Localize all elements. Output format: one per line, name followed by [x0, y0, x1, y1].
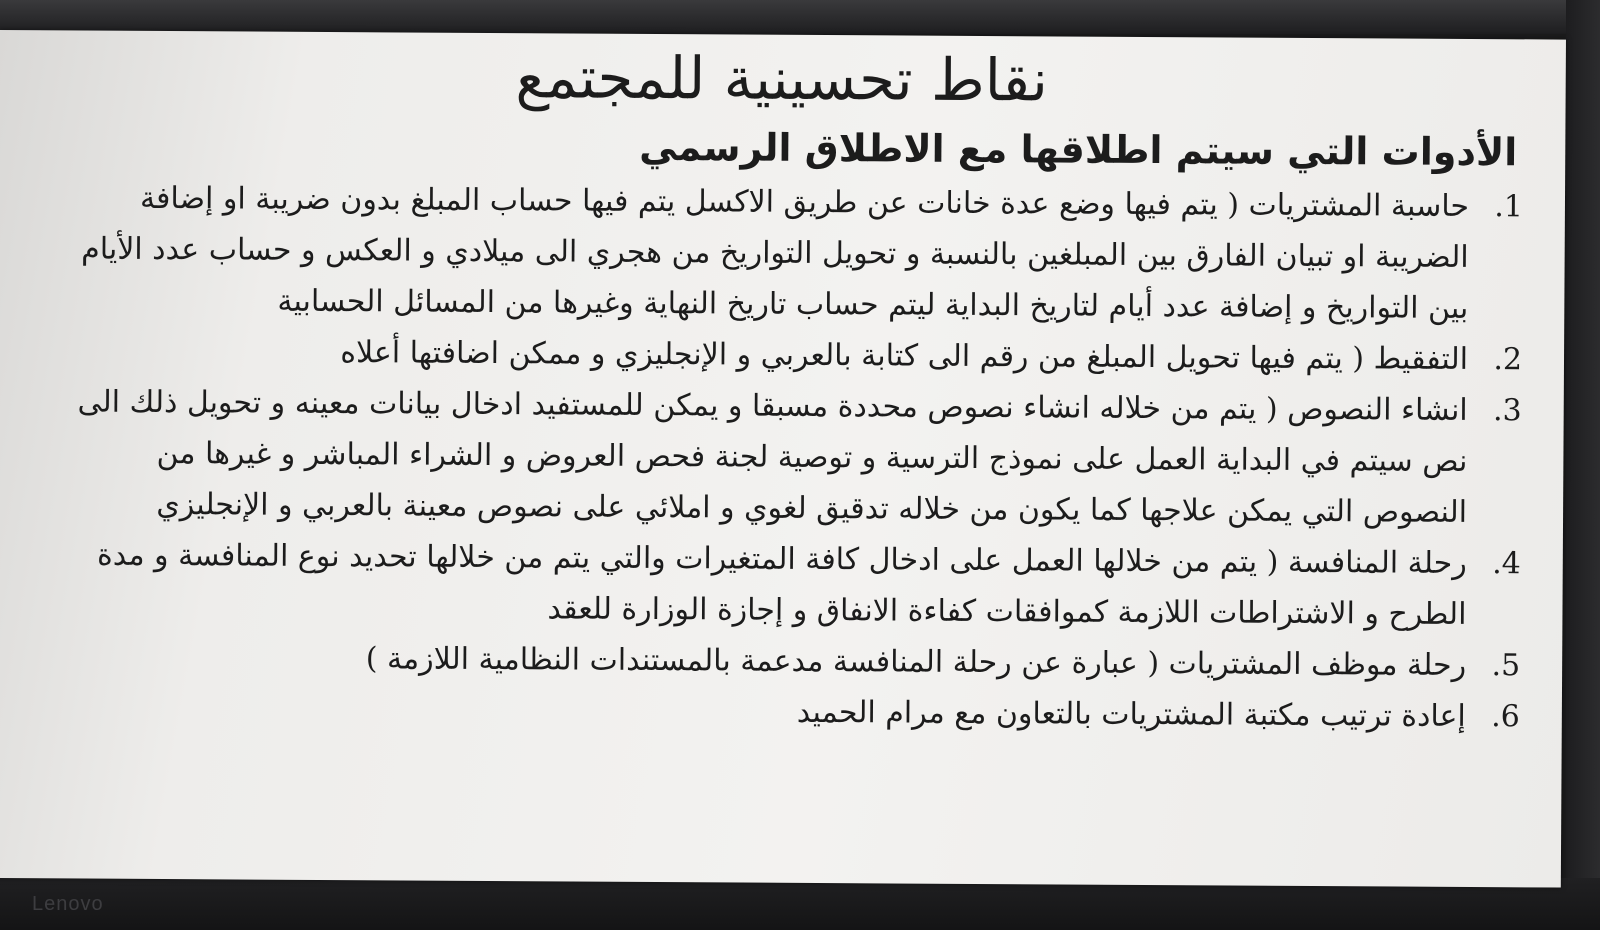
list-item-number: 2.	[1493, 342, 1523, 378]
presentation-slide	[0, 30, 1566, 743]
brand-logo: Lenovo	[32, 893, 104, 915]
list-item	[36, 529, 1521, 640]
list-item	[36, 631, 1520, 691]
list-item	[38, 325, 1522, 385]
list-item-text: التفقيط ( يتم فيها تحويل المبلغ من رقم الى كتابة بالعربي و الإنجليزي و ممكن اضافتها أعلاه	[340, 335, 1469, 377]
list-item-text: إعادة ترتيب مكتبة المشتريات بالتعاون مع مرام الحميد	[796, 694, 1466, 734]
monitor-screen	[0, 30, 1566, 888]
list-item-number: 6.	[1491, 699, 1520, 735]
list-item-number: 5.	[1491, 648, 1521, 684]
list-item	[36, 682, 1520, 742]
list-item	[38, 172, 1523, 334]
list-item-number: 4.	[1492, 546, 1521, 582]
list-item-text: رحلة المنافسة ( يتم من خلالها العمل على ادخال كافة المتغيرات والتي يتم من خلالها تحديد نوع المنافسة و مدة الطرح و الاشتراطات اللازمة كموافقات كفاءة الانفاق و إجازة الوزارة للعقد	[96, 537, 1467, 632]
slide-subtitle: الأدوات التي سيتم اطلاقها مع الاطلاق الرسمي	[639, 124, 1518, 175]
list-item-text: رحلة موظف المشتريات ( عبارة عن رحلة المنافسة مدعمة بالمستندات النظامية اللازمة )	[365, 641, 1467, 683]
list-item-number: 3.	[1492, 393, 1522, 429]
tools-list	[36, 172, 1523, 742]
list-item-text: انشاء النصوص ( يتم من خلاله انشاء نصوص محددة مسبقا و يمكن للمستفيد ادخال بيانات معينه و تحويل ذلك الى نص سيتم في البداية العمل على نموذج الترسية و توصية لجنة فحص العروض و الشراء المباشر و غيرها من النصوص التي يمكن علاجها كما يكون من خلاله تدقيق لغوي و املائي على نصوص معينة بالعربي و الإنجليزي	[77, 384, 1468, 530]
list-item	[37, 376, 1522, 538]
monitor-bezel-right	[1566, 0, 1600, 930]
list-item-text: حاسبة المشتريات ( يتم فيها وضع عدة خانات عن طريق الاكسل يتم فيها حساب المبلغ بدون ضريبة او إضافة الضريبة او تبيان الفارق بين المبلغين بالنسبة و تحويل التواريخ من هجري الى ميلادي و العكس و حساب عدد الأيام بين التواريخ و إضافة عدد أيام لتاريخ البداية ليتم حساب تاريخ النهاية وغيرها من المسائل الحسابية	[81, 180, 1470, 326]
list-item-number: 1.	[1494, 189, 1524, 225]
monitor-bezel-top	[0, 0, 1600, 34]
slide-title: نقاط تحسينية للمجتمع	[515, 43, 1049, 115]
